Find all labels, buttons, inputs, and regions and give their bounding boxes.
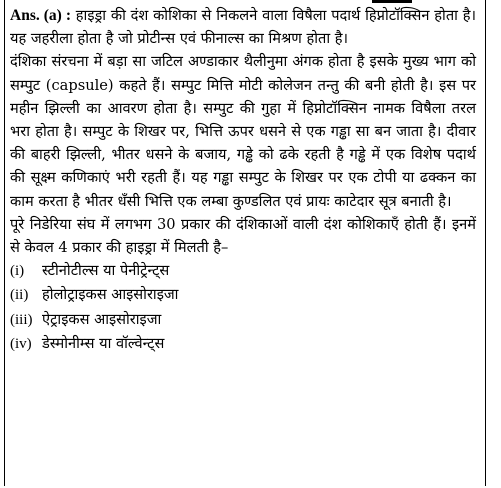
list-item-text: स्टीनोटील्स या पेनीट्रेन्ट्स bbox=[42, 262, 170, 280]
list-item bbox=[10, 308, 476, 332]
types-list bbox=[10, 259, 476, 356]
answer-paragraph-2: दंशिका संरचना में बड़ा सा जटिल अण्डाकार थैलीनुमा अंगक होता है इसके मुख्य भाग को सम्पुट (capsule) कहते हैं। सम्पुट मित्ति मोटी कोलेजन तन्तु की बनी होती है। इस पर महीन झिल्ली का आवरण होता है। सम्पुट की गुहा में हिप्नोटॉक्सिन नामक विषैला तरल भरा होता है। सम्पुट के शिखर पर, भित्ति ऊपर धसने से एक गड्ढा सा बन जाता है। दीवार की बाहरी झिल्ली, भीतर धसने के बजाय, गड्ढे को ढके रहती है गड्ढे में एक विशेष पदार्थ की सूक्ष्म कणिकाएं भरी रहती हैं। यह गड्ढा सम्पुट के शिखर पर एक टोपी या ढक्कन का काम करता है भीतर धँसी भित्ति एक लम्बा कुण्डलित एवं प्रायः काटेदार सूत्र बनाती है। bbox=[10, 53, 476, 210]
paragraph-1-text: हाइड्रा की दंश कोशिका से निकलने वाला विषैला पदार्थ हिप्नोटॉक्सिन होता है। यह जहरीला होता है जो प्रोटीन्स एवं फीनाल्स का मिश्रण होता है। bbox=[10, 7, 476, 48]
answer-label: Ans. (a) : bbox=[10, 7, 71, 24]
list-item-text: डेस्मोनीम्स या वॉल्वेन्ट्स bbox=[42, 334, 165, 352]
list-item-text: ऐट्राइकस आइसोराइजा bbox=[42, 310, 162, 328]
answer-paragraph-3: पूरे निडेरिया संघ में लगभग 30 प्रकार की दंशिकाओं वाली दंश कोशिकाएँ होती हैं। इनमें से केवल 4 प्रकार की हाइड्रा में मिलती है– bbox=[10, 215, 476, 257]
list-item-number: (ii) bbox=[10, 287, 29, 304]
list-item bbox=[10, 283, 476, 307]
list-item bbox=[10, 332, 476, 356]
list-item-number: (iv) bbox=[10, 335, 32, 352]
list-item bbox=[10, 259, 476, 283]
list-item-number: (iii) bbox=[10, 311, 33, 328]
answer-paragraph-1 bbox=[10, 4, 476, 50]
answer-content bbox=[10, 4, 476, 356]
list-item-text: होलोट्राइकस आइसोराइजा bbox=[42, 286, 179, 304]
list-item-number: (i) bbox=[10, 263, 25, 280]
